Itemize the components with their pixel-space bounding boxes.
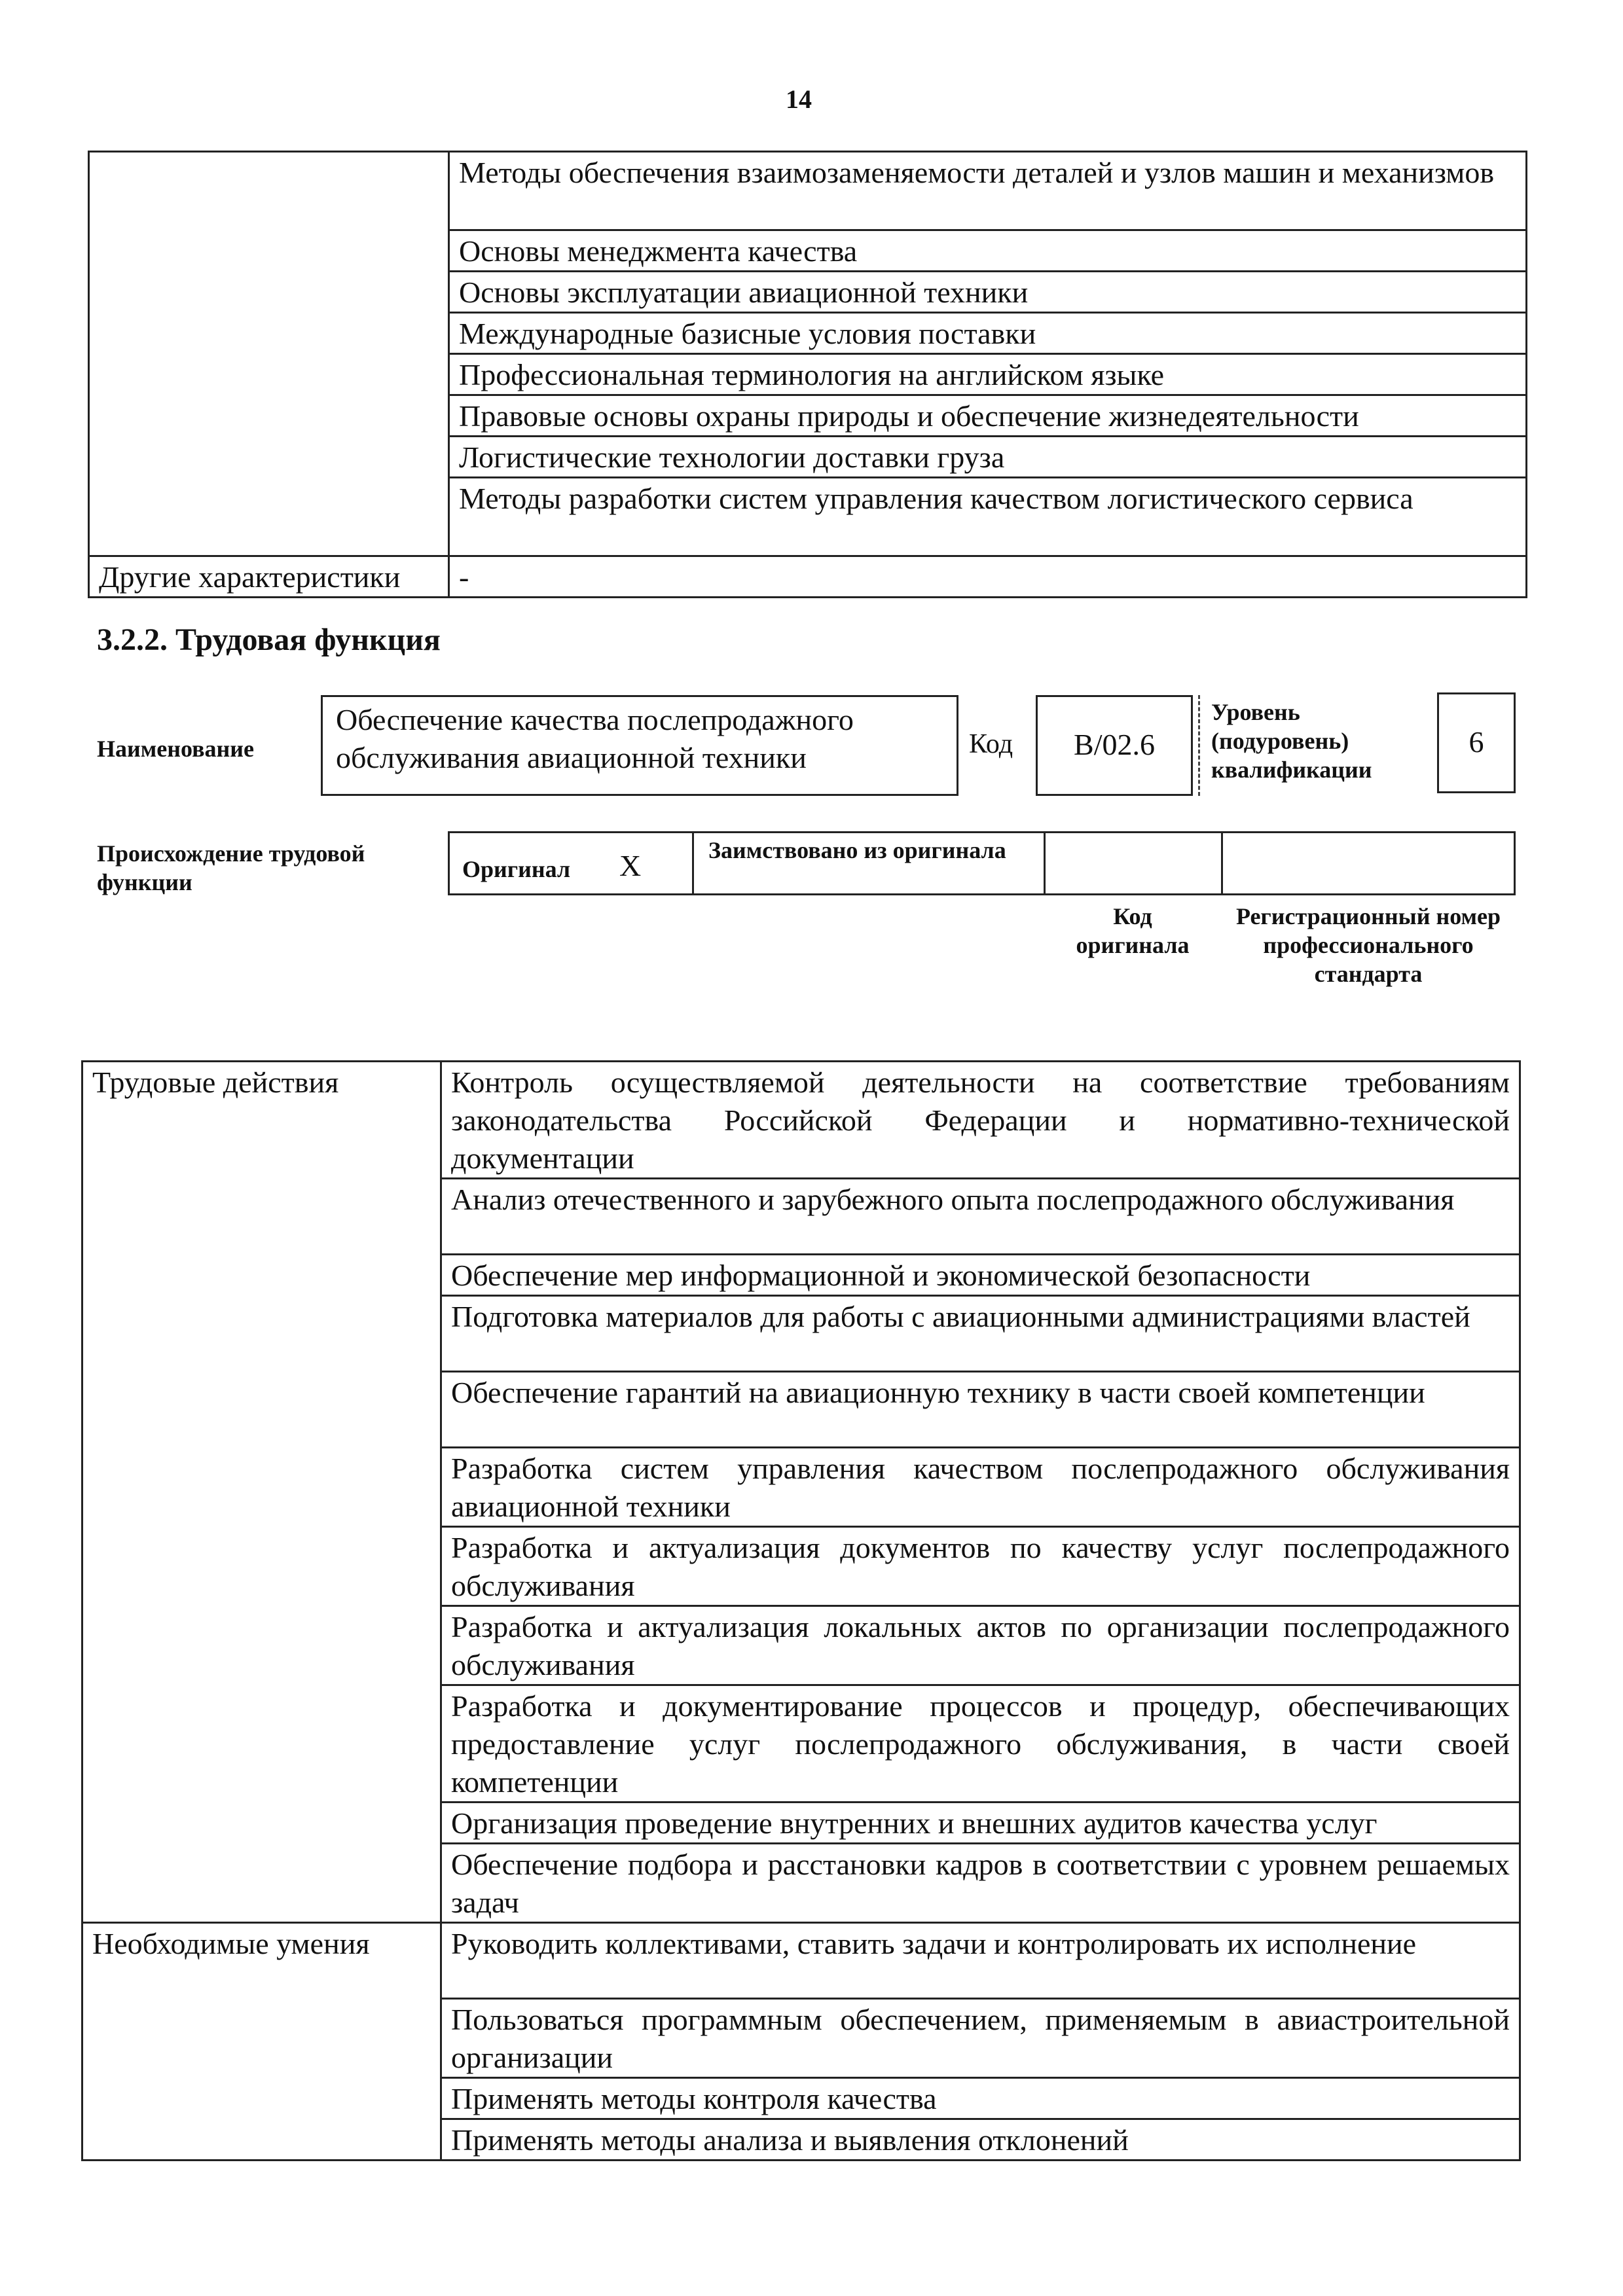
page-number: 14: [786, 84, 812, 114]
knowledge-item: Основы эксплуатации авиационной техники: [449, 272, 1527, 313]
level-box: [1437, 692, 1516, 793]
function-name-box: [321, 695, 958, 796]
knowledge-item: Методы разработки систем управления качеством логистического сервиса: [449, 478, 1527, 556]
origin-reg-box: [1221, 831, 1516, 895]
labor-action-item: Анализ отечественного и зарубежного опыта послепродажного обслуживания: [441, 1179, 1520, 1255]
knowledge-item: Методы обеспечения взаимозаменяемости деталей и узлов машин и механизмов: [449, 152, 1527, 230]
labor-action-item: Обеспечение мер информационной и экономической безопасности: [441, 1255, 1520, 1296]
knowledge-item: Логистические технологии доставки груза: [449, 437, 1527, 478]
labor-actions-table: [81, 1060, 1521, 2161]
labor-action-item: Подготовка материалов для работы с авиационными администрациями властей: [441, 1296, 1520, 1372]
required-skills-label: Необходимые умения: [82, 1923, 441, 2161]
original-label: Оригинал: [462, 856, 571, 882]
empty-label-cell: [89, 152, 449, 556]
code-label: Код: [969, 729, 1013, 759]
level-divider: [1198, 695, 1200, 796]
knowledge-item: Правовые основы охраны природы и обеспечение жизнедеятельности: [449, 395, 1527, 437]
skill-item: Руководить коллективами, ставить задачи и контролировать их исполнение: [441, 1923, 1520, 1999]
reg-number-caption: Регистрационный номер профессионального стандарта: [1235, 903, 1501, 987]
knowledge-item: Профессиональная терминология на английском языке: [449, 354, 1527, 395]
knowledge-table: [88, 151, 1527, 598]
labor-action-item: Разработка и актуализация локальных актов по организации послепродажного обслуживания: [441, 1606, 1520, 1685]
knowledge-item: Международные базисные условия поставки: [449, 313, 1527, 354]
skill-item: Применять методы анализа и выявления отклонений: [441, 2119, 1520, 2161]
origin-borrowed-box: [692, 831, 1046, 895]
function-name-value: Обеспечение качества послепродажного обслуживания авиационной техники: [336, 703, 854, 774]
borrowed-label: Заимствовано из оригинала: [708, 837, 1006, 863]
level-value: 6: [1468, 725, 1484, 759]
skill-item: Применять методы контроля качества: [441, 2078, 1520, 2119]
labor-action-item: Разработка и документирование процессов и процедур, обеспечивающих предоставление услуг послепродажного обслуживания, в части своей компетенции: [441, 1685, 1520, 1803]
original-mark: X: [619, 849, 642, 882]
origin-code-box: [1044, 831, 1223, 895]
skill-item: Пользоваться программным обеспечением, применяемым в авиастроительной организации: [441, 1999, 1520, 2078]
labor-action-item: Обеспечение подбора и расстановки кадров в соответствии с уровнем решаемых задач: [441, 1844, 1520, 1923]
other-characteristics-label: Другие характеристики: [89, 556, 449, 598]
labor-action-item: Разработка и актуализация документов по качеству услуг послепродажного обслуживания: [441, 1527, 1520, 1606]
labor-action-item: Организация проведение внутренних и внешних аудитов качества услуг: [441, 1803, 1520, 1844]
labor-action-item: Контроль осуществляемой деятельности на соответствие требованиям законодательства Российской Федерации и нормативно-технической документации: [441, 1062, 1520, 1179]
section-heading: 3.2.2. Трудовая функция: [97, 622, 441, 657]
code-value: B/02.6: [1074, 728, 1155, 761]
other-characteristics-value: -: [449, 556, 1527, 598]
name-label: Наименование: [97, 736, 254, 762]
knowledge-item: Основы менеджмента качества: [449, 230, 1527, 272]
level-label: Уровень (подуровень) квалификации: [1211, 699, 1372, 783]
origin-label: Происхождение трудовой функции: [97, 840, 365, 895]
code-original-caption: Код оригинала: [1076, 903, 1190, 958]
labor-action-item: Обеспечение гарантий на авиационную технику в части своей компетенции: [441, 1372, 1520, 1448]
code-box: [1036, 695, 1193, 796]
labor-actions-label: Трудовые действия: [82, 1062, 441, 1923]
labor-action-item: Разработка систем управления качеством послепродажного обслуживания авиационной техники: [441, 1448, 1520, 1527]
